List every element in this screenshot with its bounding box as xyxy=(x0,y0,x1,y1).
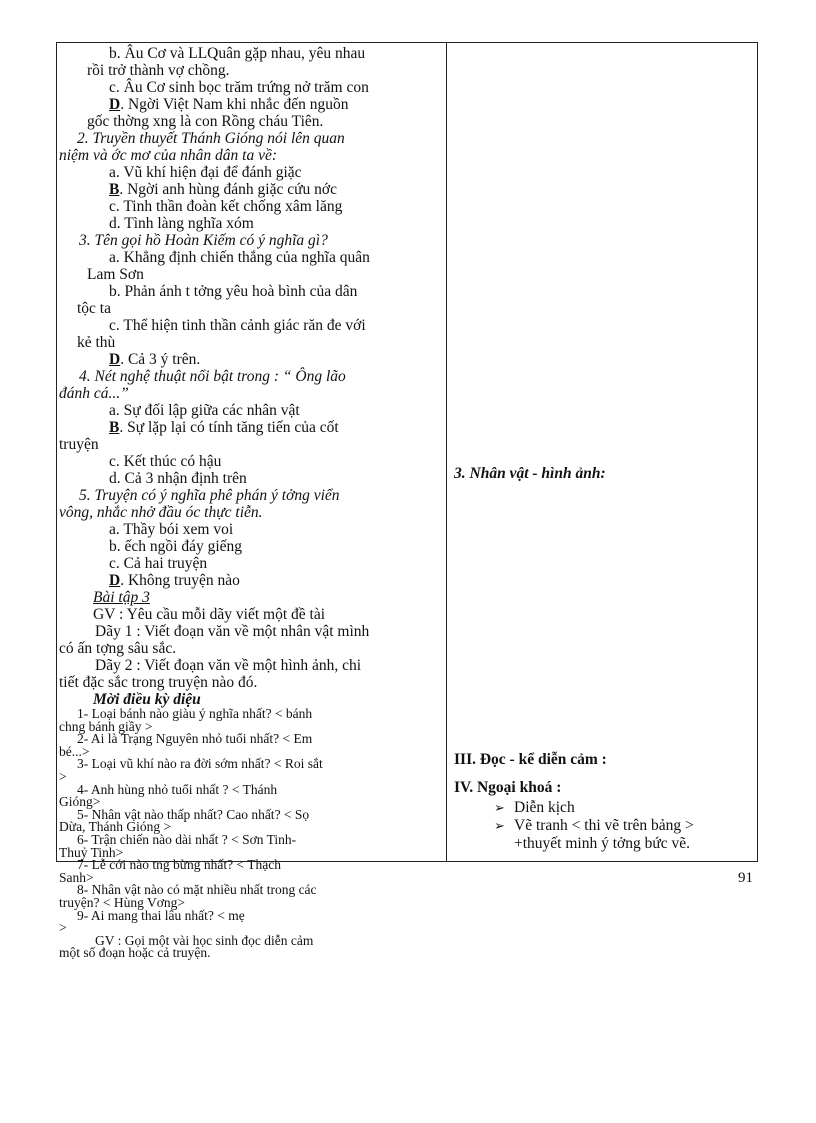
column-divider xyxy=(446,43,447,861)
bullet-drawing-cont: +thuyết minh ý tởng bức vẽ. xyxy=(514,835,691,852)
row-2-task-cont: tiết đặc sắc trong truyện nào đó. xyxy=(59,674,258,691)
section-iii-heading: III. Đọc - kể diễn cảm : xyxy=(454,751,607,768)
q4-option-d: d. Cả 3 nhận định trên xyxy=(109,470,247,487)
quiz-title: Mời điều kỳ diệu xyxy=(93,691,201,708)
quiz-q7: 7- Lễ cới nào tng bừng nhất? < Thạch xyxy=(77,857,282,873)
q1-option-b-cont: rồi trở thành vợ chồng. xyxy=(87,62,230,79)
q5-title-cont: vông, nhắc nhở đầu óc thực tiễn. xyxy=(59,504,263,521)
page-number: 91 xyxy=(738,870,753,886)
gv-closing: GV : Gọi một vài học sinh đọc diễn cảm xyxy=(95,932,314,948)
quiz-q7-cont: Sanh> xyxy=(59,869,94,885)
exercise-3-instruction: GV : Yêu cầu mỗi dãy viết một đề tài xyxy=(93,606,326,623)
quiz-q4: 4- Anh hùng nhỏ tuổi nhất ? < Thánh xyxy=(77,781,278,797)
q1-option-c: c. Âu Cơ sinh bọc trăm trứng nở trăm con xyxy=(109,79,369,96)
quiz-q9: 9- Ai mang thai lâu nhất? < mẹ xyxy=(77,907,245,923)
q2-option-d: d. Tình làng nghĩa xóm xyxy=(109,215,254,232)
q5-title: 5. Truyện có ý nghĩa phê phán ý tởng viển xyxy=(79,487,340,504)
bullet-drama: ➢ Diễn kịch xyxy=(494,799,575,816)
q4-option-c: c. Kết thúc có hậu xyxy=(109,453,222,470)
q3-option-c: c. Thể hiện tinh thần cảnh giác răn đe với xyxy=(109,317,366,334)
quiz-q3-cont: > xyxy=(59,769,67,784)
quiz-q8: 8- Nhân vật nào có mặt nhiều nhất trong các xyxy=(77,882,317,898)
section-3-heading: 3. Nhân vật - hình ảnh: xyxy=(454,465,606,482)
exercise-3-title: Bài tập 3 xyxy=(93,589,150,606)
q2-option-c: c. Tinh thần đoàn kết chống xâm lăng xyxy=(109,198,343,215)
q1-option-d: D. Ngời Việt Nam khi nhắc đến nguồn xyxy=(109,96,349,113)
row-2-task: Dãy 2 : Viết đoạn văn về một hình ảnh, chi xyxy=(95,657,362,674)
quiz-q9-cont: > xyxy=(59,920,67,936)
bullet-drawing: ➢ Vẽ tranh < thi vẽ trên bảng > xyxy=(494,817,694,834)
q3-title: 3. Tên gọi hồ Hoàn Kiếm có ý nghĩa gì? xyxy=(79,232,328,249)
q3-option-b: b. Phản ánh t tởng yêu hoà bình của dân xyxy=(109,283,358,300)
q2-option-b: B. Ngời anh hùng đánh giặc cứu nớc xyxy=(109,181,337,198)
section-iv-heading: IV. Ngoại khoá : xyxy=(454,779,562,796)
row-1-task: Dãy 1 : Viết đoạn văn về một nhân vật mình xyxy=(95,623,370,640)
quiz-q2-cont: bé...> xyxy=(59,743,90,759)
gv-closing-cont: một số đoạn hoặc cả truyện. xyxy=(59,945,211,961)
quiz-q1: 1- Loại bánh nào giàu ý nghĩa nhất? < bánh xyxy=(77,706,313,721)
q3-option-d: D. Cả 3 ý trên. xyxy=(109,351,201,368)
q4-option-a: a. Sự đối lập giữa các nhân vật xyxy=(109,402,300,419)
q4-option-b: B. Sự lặp lại có tính tăng tiến của cốt xyxy=(109,419,339,436)
row-1-task-cont: có ấn tợng sâu sắc. xyxy=(59,640,177,657)
arrow-bullet-icon: ➢ xyxy=(494,818,505,833)
q5-option-a: a. Thầy bói xem voi xyxy=(109,521,234,538)
q2-option-a: a. Vũ khí hiện đại để đánh giặc xyxy=(109,164,302,181)
arrow-bullet-icon: ➢ xyxy=(494,800,505,815)
q5-option-b: b. ếch ngồi đáy giếng xyxy=(109,538,243,555)
left-column xyxy=(57,43,446,961)
right-column xyxy=(448,43,757,861)
quiz-q5-cont: Dừa, Thánh Gióng > xyxy=(59,819,172,835)
q3-option-a-cont: Lam Sơn xyxy=(87,266,144,283)
quiz-q1-cont: chng bánh giầy > xyxy=(59,718,153,734)
lesson-table-lower xyxy=(56,795,758,862)
quiz-q4-cont: Gióng> xyxy=(59,794,101,810)
q4-title: 4. Nét nghệ thuật nổi bật trong : “ Ông lão xyxy=(79,368,346,385)
q2-title-cont: niệm và ớc mơ của nhân dân ta về: xyxy=(59,147,277,164)
q4-title-cont: đánh cá...” xyxy=(59,385,129,402)
q4-option-b-cont: truyện xyxy=(59,436,99,453)
quiz-q2: 2- Ai là Trạng Nguyên nhỏ tuổi nhất? < Em xyxy=(77,731,313,747)
quiz-q3: 3- Loại vũ khí nào ra đời sớm nhất? < Roi sắt xyxy=(77,756,323,772)
quiz-q6: 6- Trận chiến nào dài nhất ? < Sơn Tinh- xyxy=(77,832,297,847)
q1-option-b: b. Âu Cơ và LLQuân gặp nhau, yêu nhau xyxy=(109,45,366,62)
q3-option-a: a. Khẳng định chiến thắng của nghĩa quân xyxy=(109,249,370,266)
quiz-q5: 5- Nhân vật nào thấp nhất? Cao nhất? < Sọ xyxy=(77,806,310,822)
q3-option-c-cont: kẻ thù xyxy=(77,334,116,351)
q1-option-d-cont: gốc thờng xng là con Rồng cháu Tiên. xyxy=(87,113,324,130)
quiz-q8-cont: truyện? < Hùng Vơng> xyxy=(59,895,185,910)
q3-option-b-cont: tộc ta xyxy=(77,300,111,317)
q5-option-c: c. Cả hai truyện xyxy=(109,555,208,572)
quiz-q6-cont: Thuỷ Tinh> xyxy=(59,844,124,860)
q2-title: 2. Truyền thuyết Thánh Gióng nói lên quan xyxy=(77,130,345,147)
column-divider-lower xyxy=(446,795,447,861)
q5-option-d: D. Không truyện nào xyxy=(109,572,240,589)
